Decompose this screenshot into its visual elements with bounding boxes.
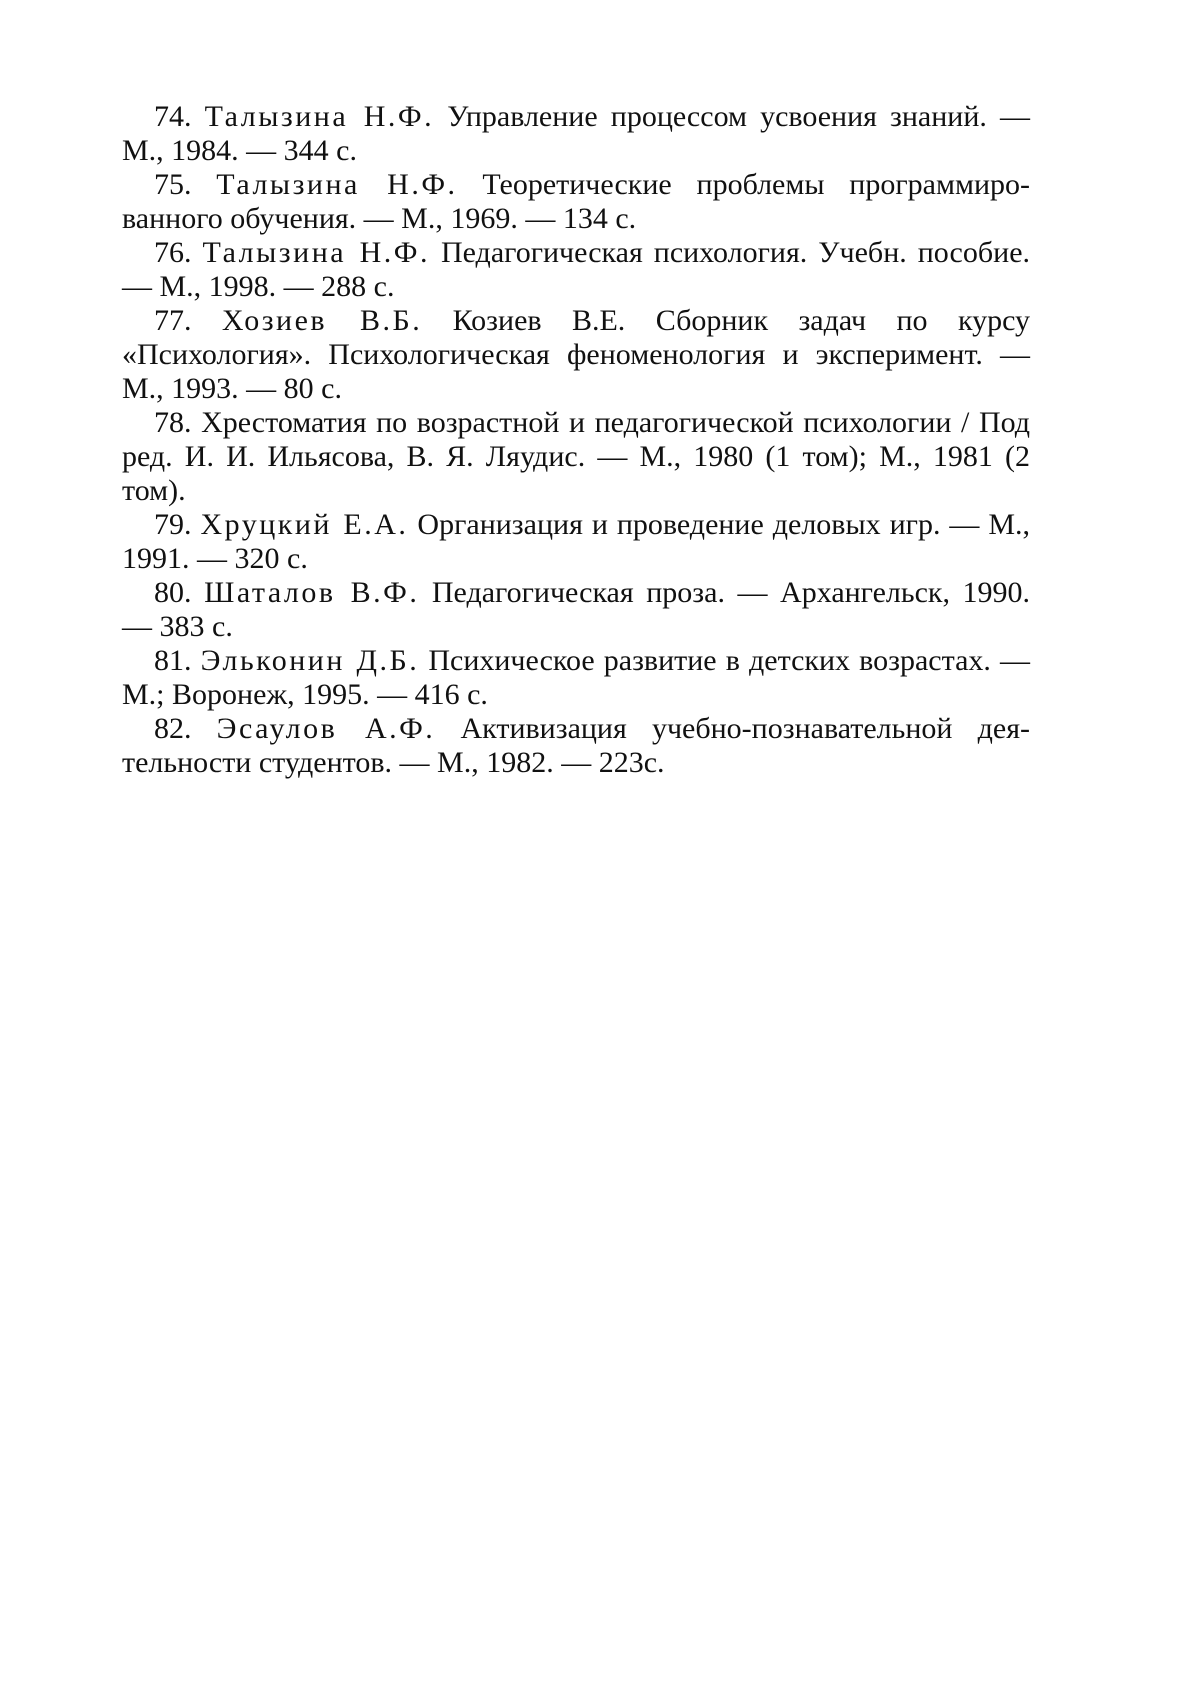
- reference-number: 75.: [154, 168, 192, 201]
- reference-text: Активизация учебно-познавательной деятельности студентов. — М., 1982. — 223с.: [122, 712, 1030, 779]
- reference-author: Талызина Н.Ф.: [204, 100, 435, 133]
- reference-number: 80.: [154, 576, 192, 609]
- reference-author: Хозиев В.Б.: [221, 304, 423, 337]
- reference-item-81: [122, 644, 1030, 712]
- reference-author: Эсаулов А.Ф.: [216, 712, 436, 745]
- reference-item-74: [122, 100, 1030, 168]
- reference-text: Козиев В.Е. Сборник задач по курсу «Психология». Психологическая феноменология и эксперимент. — М., 1993. — 80 с.: [122, 304, 1031, 405]
- reference-number: 76.: [154, 236, 192, 269]
- reference-text: Управление процессом усвоения знаний. — М., 1984. — 344 с.: [122, 100, 1031, 167]
- reference-item-77: [122, 304, 1030, 406]
- reference-item-82: [122, 712, 1030, 780]
- reference-number: 79.: [154, 508, 192, 541]
- reference-item-80: [122, 576, 1030, 644]
- reference-author: Талызина Н.Ф.: [202, 236, 430, 269]
- reference-number: 81.: [154, 644, 192, 677]
- reference-text: Организация и проведение деловых игр. — М., 1991. — 320 с.: [122, 508, 1031, 575]
- reference-number: 74.: [154, 100, 192, 133]
- reference-author: Шаталов В.Ф.: [204, 576, 420, 609]
- reference-list: [122, 100, 1030, 780]
- reference-item-76: [122, 236, 1030, 304]
- reference-text: Психическое развитие в детских возрастах. — М.; Воронеж, 1995. — 416 с.: [122, 644, 1031, 711]
- reference-item-75: [122, 168, 1030, 236]
- reference-text: Хрестоматия по возрастной и педагогической психологии / Под ред. И. И. Ильясова, В. Я. Ляудис. — М., 1980 (1 том); М., 1981 (2 том).: [122, 406, 1031, 507]
- reference-text: Педагогическая проза. — Архангельск, 1990. — 383 с.: [122, 576, 1031, 643]
- reference-number: 77.: [154, 304, 192, 337]
- reference-text: Теоретические проблемы программированного обучения. — М., 1969. — 134 с.: [122, 168, 1031, 235]
- reference-author: Эльконин Д.Б.: [200, 644, 420, 677]
- reference-author: Талызина Н.Ф.: [216, 168, 458, 201]
- reference-item-78: [122, 406, 1030, 508]
- reference-author: Хруцкий Е.А.: [200, 508, 409, 541]
- reference-item-79: [122, 508, 1030, 576]
- reference-number: 82.: [154, 712, 192, 745]
- reference-text: Педагогическая психология. Учебн. пособие. — М., 1998. — 288 с.: [122, 236, 1031, 303]
- reference-number: 78.: [154, 406, 192, 439]
